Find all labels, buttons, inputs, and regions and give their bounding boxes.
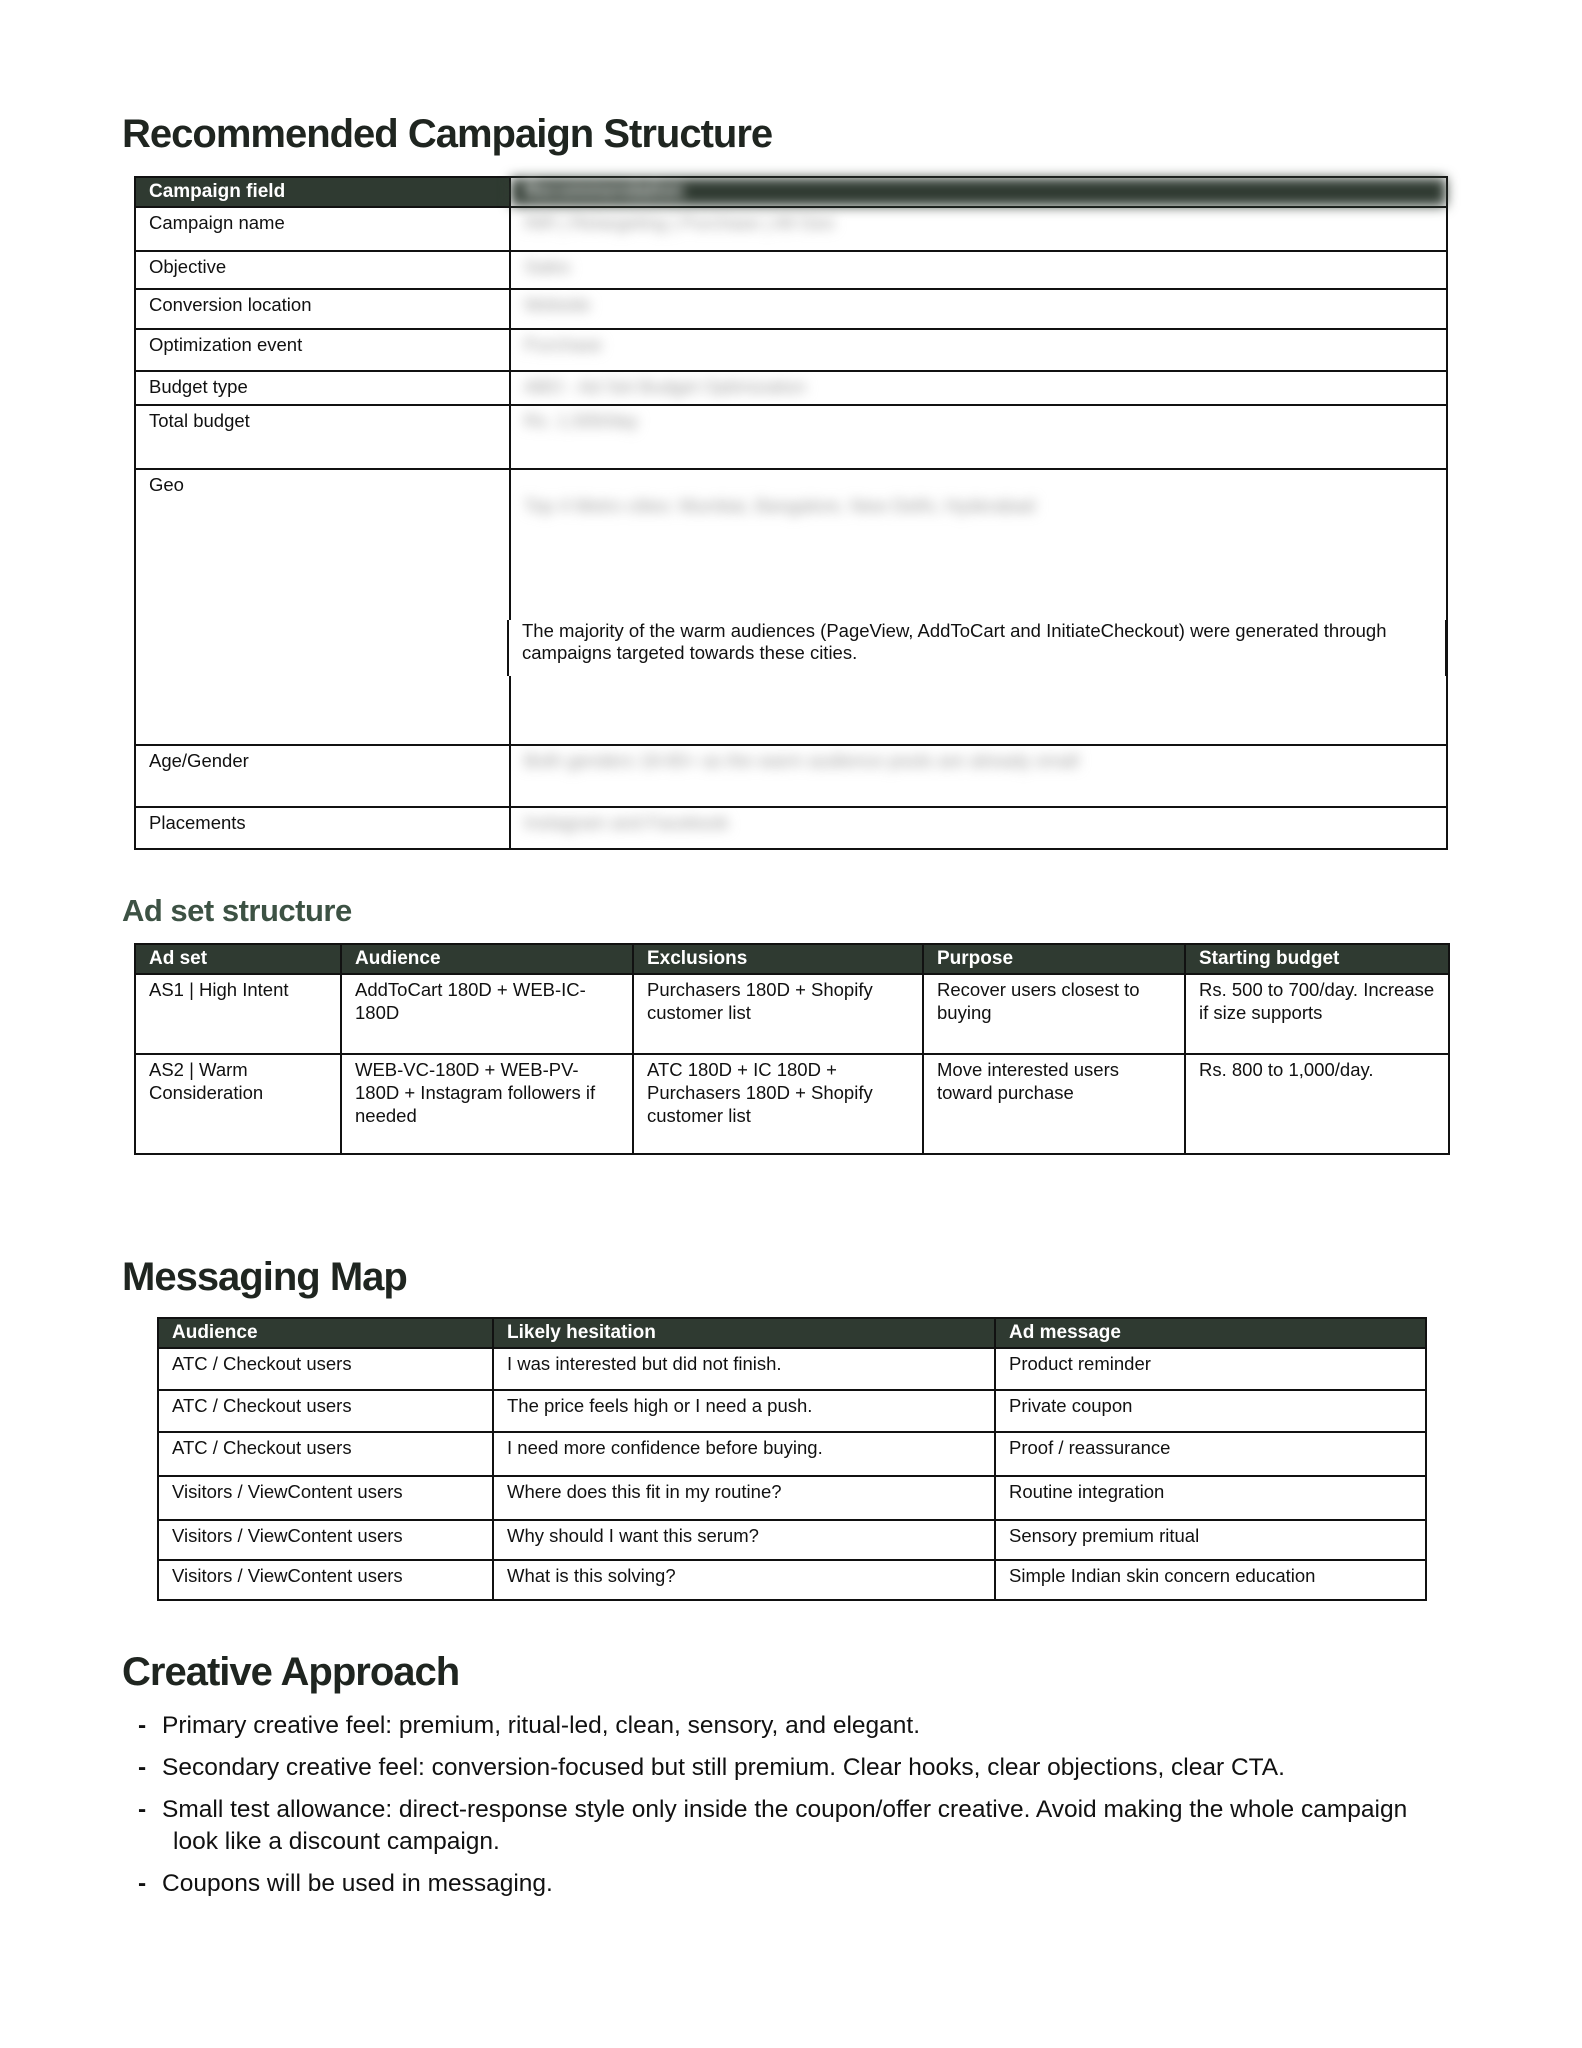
table-row <box>135 329 1447 371</box>
adset-audience: WEB-VC-180D + WEB-PV-180D + Instagram followers if needed <box>341 1054 633 1154</box>
message-ad: Private coupon <box>995 1390 1426 1432</box>
adset-purpose: Recover users closest to buying <box>923 974 1185 1054</box>
header-likely-hesitation: Likely hesitation <box>493 1318 995 1348</box>
adset-audience: AddToCart 180D + WEB-IC-180D <box>341 974 633 1054</box>
table-row <box>135 469 1447 745</box>
field-label: Total budget <box>135 405 510 469</box>
table-row <box>135 745 1447 807</box>
creative-section-title: Creative Approach <box>122 1650 460 1694</box>
table-row <box>158 1390 1426 1432</box>
campaign-section-title: Recommended Campaign Structure <box>122 112 773 156</box>
adset-budget: Rs. 800 to 1,000/day. <box>1185 1054 1449 1154</box>
geo-note: The majority of the warm audiences (PageView, AddToCart and InitiateCheckout) were generated through campaigns targeted towards these cities. <box>507 620 1447 676</box>
field-value: Top 4 Metro cities: Mumbai, Bangalore, New Delhi, Hyderabad <box>524 495 1036 516</box>
adset-budget: Rs. 500 to 700/day. Increase if size supports <box>1185 974 1449 1054</box>
adset-table <box>134 943 1450 1155</box>
field-value: INR | Retargeting | Purchase | All Geo <box>524 212 835 233</box>
message-hesitation: Why should I want this serum? <box>493 1520 995 1560</box>
header-starting-budget: Starting budget <box>1185 944 1449 974</box>
field-label: Age/Gender <box>135 745 510 807</box>
adset-section-title: Ad set structure <box>122 893 352 928</box>
header-audience: Audience <box>158 1318 493 1348</box>
adset-name: AS1 | High Intent <box>135 974 341 1054</box>
table-row <box>135 1054 1449 1154</box>
message-audience: Visitors / ViewContent users <box>158 1520 493 1560</box>
message-hesitation: I need more confidence before buying. <box>493 1432 995 1476</box>
message-audience: Visitors / ViewContent users <box>158 1560 493 1600</box>
adset-name: AS2 | Warm Consideration <box>135 1054 341 1154</box>
field-value: Rs. 1,500/day <box>524 410 639 431</box>
adset-purpose: Move interested users toward purchase <box>923 1054 1185 1154</box>
list-item: - Coupons will be used in messaging. <box>138 1870 553 1897</box>
field-label: Placements <box>135 807 510 849</box>
header-ad-message: Ad message <box>995 1318 1426 1348</box>
message-hesitation: The price feels high or I need a push. <box>493 1390 995 1432</box>
message-ad: Sensory premium ritual <box>995 1520 1426 1560</box>
table-row <box>158 1432 1426 1476</box>
header-adset: Ad set <box>135 944 341 974</box>
message-ad: Proof / reassurance <box>995 1432 1426 1476</box>
table-row <box>135 207 1447 251</box>
message-ad: Routine integration <box>995 1476 1426 1520</box>
message-hesitation: I was interested but did not finish. <box>493 1348 995 1390</box>
message-audience: ATC / Checkout users <box>158 1432 493 1476</box>
table-row <box>158 1560 1426 1600</box>
field-label: Geo <box>135 469 510 745</box>
message-audience: ATC / Checkout users <box>158 1390 493 1432</box>
messaging-map-table <box>157 1317 1427 1601</box>
field-value: Sales <box>524 256 571 277</box>
table-row <box>158 1476 1426 1520</box>
table-row <box>135 371 1447 405</box>
table-row <box>135 289 1447 329</box>
field-label: Objective <box>135 251 510 289</box>
list-item: - Primary creative feel: premium, ritual-led, clean, sensory, and elegant. <box>138 1712 921 1739</box>
field-value: Purchase <box>524 334 603 355</box>
table-row <box>135 974 1449 1054</box>
adset-exclusions: ATC 180D + IC 180D + Purchasers 180D + Shopify customer list <box>633 1054 923 1154</box>
message-audience: Visitors / ViewContent users <box>158 1476 493 1520</box>
list-item: - Secondary creative feel: conversion-focused but still premium. Clear hooks, clear objections, clear CTA. <box>138 1754 1285 1781</box>
field-label: Optimization event <box>135 329 510 371</box>
campaign-structure-table <box>134 176 1448 850</box>
table-row <box>135 405 1447 469</box>
field-value: Both genders 18-65+ as the warm audience pools are already small <box>524 750 1079 771</box>
creative-approach-list <box>138 1710 1438 1910</box>
header-audience: Audience <box>341 944 633 974</box>
header-recommendation: Recommendation <box>510 177 1447 207</box>
header-exclusions: Exclusions <box>633 944 923 974</box>
header-purpose: Purpose <box>923 944 1185 974</box>
message-audience: ATC / Checkout users <box>158 1348 493 1390</box>
table-row <box>135 251 1447 289</box>
message-hesitation: Where does this fit in my routine? <box>493 1476 995 1520</box>
message-ad: Product reminder <box>995 1348 1426 1390</box>
field-label: Conversion location <box>135 289 510 329</box>
adset-exclusions: Purchasers 180D + Shopify customer list <box>633 974 923 1054</box>
field-label: Campaign name <box>135 207 510 251</box>
field-value: ABO - Ad Set Budget Optimization <box>524 376 806 397</box>
field-value: Instagram and Facebook <box>524 812 729 833</box>
field-value: Website <box>524 294 591 315</box>
messaging-section-title: Messaging Map <box>122 1255 407 1299</box>
list-item: - Small test allowance: direct-response style only inside the coupon/offer creative. Avoid making the whole campaign look like a discount campaign. <box>138 1796 1408 1855</box>
header-campaign-field: Campaign field <box>135 177 510 207</box>
field-label: Budget type <box>135 371 510 405</box>
table-row <box>158 1520 1426 1560</box>
table-row <box>158 1348 1426 1390</box>
table-row <box>135 807 1447 849</box>
message-hesitation: What is this solving? <box>493 1560 995 1600</box>
message-ad: Simple Indian skin concern education <box>995 1560 1426 1600</box>
